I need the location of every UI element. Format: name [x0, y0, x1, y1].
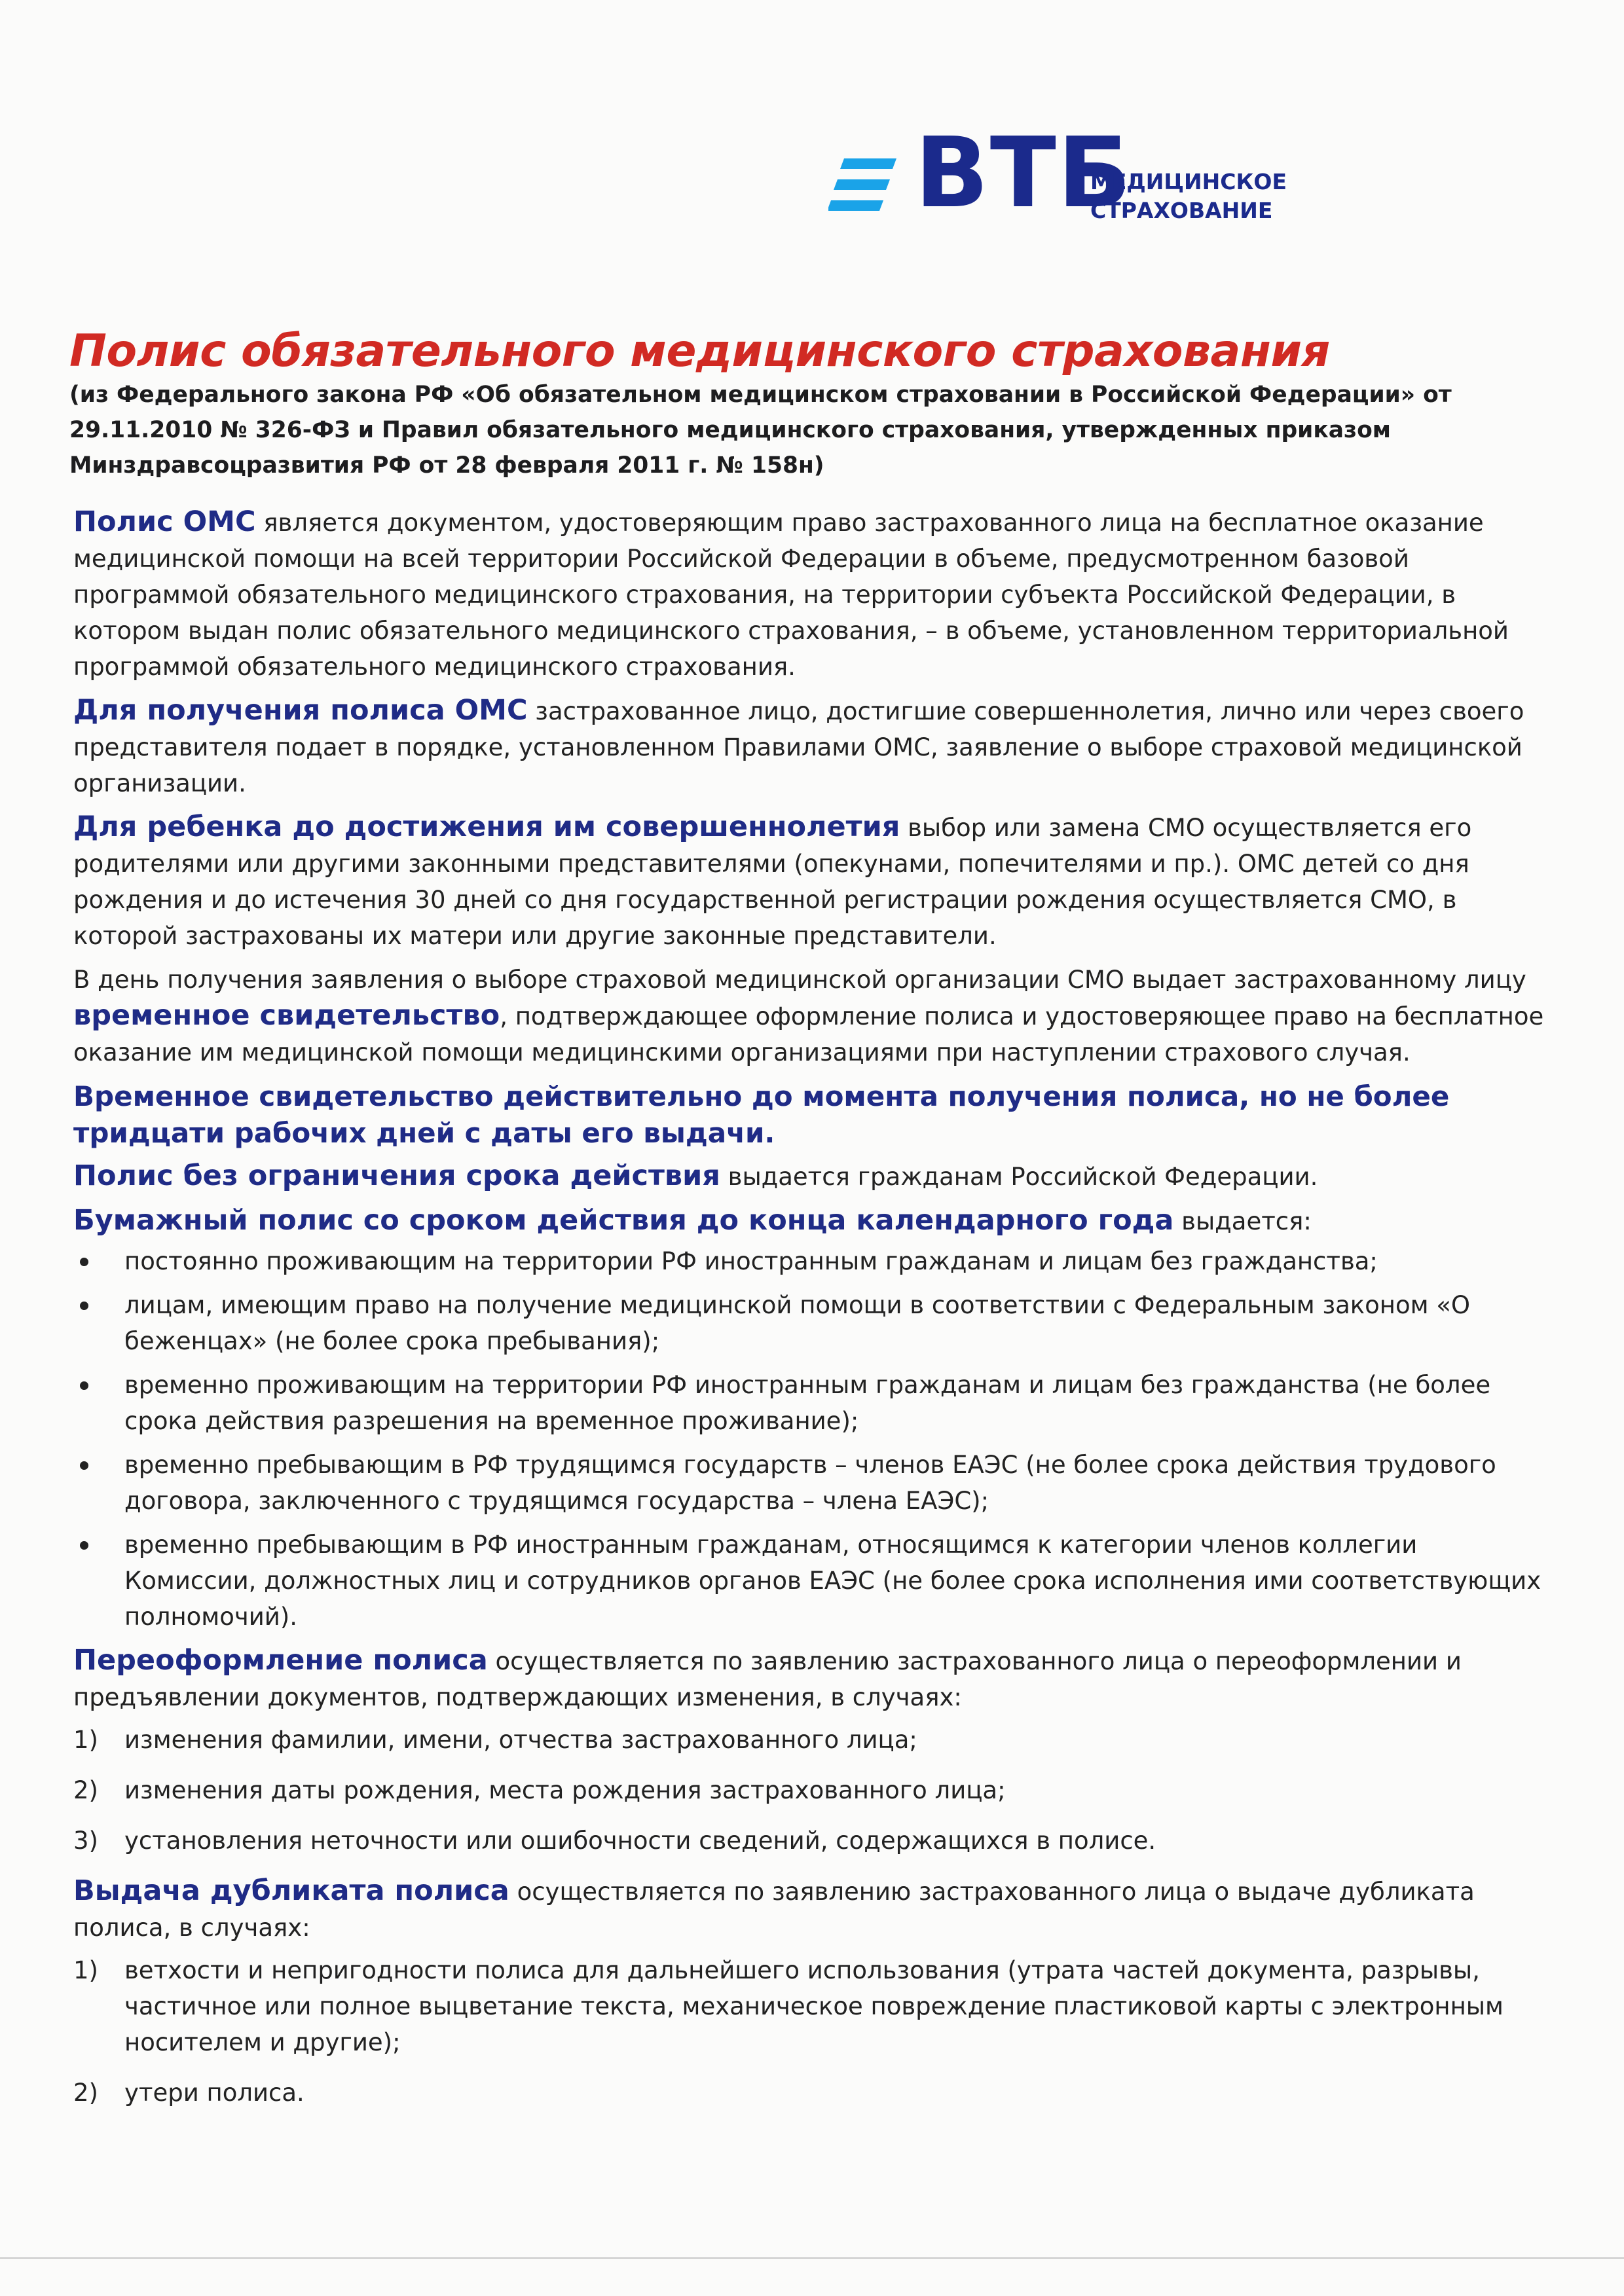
paragraph-paper-polis	[73, 1203, 1555, 1239]
list-item-text: временно пребывающим в РФ трудящимся государств – членов ЕАЭС (не более срока действия трудового договора, заключенного с трудящимся государства – члена ЕАЭС);	[124, 1451, 1496, 1515]
paragraph-lead: Бумажный полис со сроком действия до конца календарного года	[73, 1204, 1174, 1237]
paragraph-temporary-certificate	[73, 962, 1555, 1070]
document-body	[73, 504, 1555, 2125]
paragraph-text: выбор или замена СМО осуществляется его родителями или другими законными представителями (опекунами, попечителями и пр.). ОМС детей со дня рождения и до истечения 30 дней со дня государственной регистрации рождения осуществляется СМО, в которой застрахованы их матери или другие законные представители.	[73, 814, 1472, 950]
paragraph-duplicate	[73, 1873, 1555, 1946]
list-item-text: утери полиса.	[124, 2079, 304, 2107]
bullet-icon	[80, 1461, 88, 1470]
paragraph-lead: Полис ОМС	[73, 505, 256, 538]
list-item	[73, 1367, 1555, 1439]
list-item-text: временно проживающим на территории РФ иностранным гражданам и лицам без гражданства (не более срока действия разрешения на временное проживание);	[124, 1371, 1491, 1435]
list-item	[73, 1823, 1555, 1859]
list-item-text: постоянно проживающим на территории РФ иностранным гражданам и лицам без гражданства;	[124, 1247, 1378, 1275]
list-item-text: установления неточности или ошибочности сведений, содержащихся в полисе.	[124, 1827, 1156, 1855]
list-item	[73, 1772, 1555, 1808]
bullet-icon	[80, 1541, 88, 1550]
paragraph-lead: Выдача дубликата полиса	[73, 1874, 509, 1907]
paragraph-obtaining	[73, 693, 1555, 801]
paragraph-text: выдается гражданам Российской Федерации.	[720, 1163, 1318, 1191]
list-item-text: изменения фамилии, имени, отчества застрахованного лица;	[124, 1726, 917, 1754]
bullet-icon	[80, 1258, 88, 1266]
paragraph-polis-oms	[73, 504, 1555, 685]
list-item	[73, 2075, 1555, 2111]
page-title: Полис обязательного медицинского страхования	[69, 325, 1330, 377]
paragraph-lead: Переоформление полиса	[73, 1644, 488, 1677]
list-item	[73, 1243, 1555, 1279]
stripes-icon	[828, 151, 900, 223]
paragraph-validity-notice: Временное свидетельство действительно до момента получения полиса, но не более тридцати рабочих дней с даты его выдачи.	[73, 1080, 1450, 1149]
list-item-text: временно пребывающим в РФ иностранным гражданам, относящимся к категории членов коллегии Комиссии, должностных лиц и сотрудников органов ЕАЭС (не более срока исполнения ими соответствующих полномочий).	[124, 1531, 1541, 1631]
paragraph-child	[73, 809, 1555, 954]
logo-subtitle	[1090, 168, 1300, 225]
paragraph-reissue	[73, 1643, 1555, 1715]
list-item-number: 2)	[73, 2079, 98, 2107]
list-item	[73, 1527, 1555, 1635]
list-item-text: изменения даты рождения, места рождения застрахованного лица;	[124, 1776, 1006, 1804]
paragraph-unlimited-polis	[73, 1158, 1555, 1195]
list-item-text: ветхости и непригодности полиса для дальнейшего использования (утрата частей документа, разрывы, частичное или полное выцветание текста, механическое повреждение пластиковой карты с электронным носителем и другие);	[124, 1956, 1504, 2056]
footer-divider	[0, 2257, 1624, 2259]
paragraph-text: застрахованное лицо, достигшие совершеннолетия, лично или через своего представителя подает в порядке, установленном Правилами ОМС, заявление о выборе страховой медицинской организации.	[73, 697, 1524, 797]
paragraph-text: , подтверждающее оформление полиса и удостоверяющее право на бесплатное оказание им медицинской помощи медицинскими организациями при наступлении страхового случая.	[73, 1002, 1544, 1066]
list-item-number: 3)	[73, 1827, 98, 1855]
paragraph-text: осуществляется по заявлению застрахованного лица о переоформлении и предъявлении документов, подтверждающих изменения, в случаях:	[73, 1647, 1462, 1711]
duplicate-list	[73, 1952, 1555, 2111]
reissue-list	[73, 1722, 1555, 1859]
list-item	[73, 1447, 1555, 1519]
bullet-icon	[80, 1302, 88, 1310]
list-item	[73, 1287, 1555, 1359]
paragraph-text: является документом, удостоверяющим право застрахованного лица на бесплатное оказание медицинской помощи на всей территории Российской Федерации в объеме, предусмотренном базовой программой обязательного медицинского страхования, на территории субъекта Российской Федерации, в котором выдан полис обязательного медицинского страхования, – в объеме, установленном территориальной программой обязательного медицинского страхования.	[73, 509, 1509, 681]
bullet-icon	[80, 1381, 88, 1390]
paragraph-lead: временное свидетельство	[73, 999, 500, 1032]
paragraph-text: В день получения заявления о выборе страховой медицинской организации СМО выдает застрахованному лицу	[73, 966, 1526, 994]
paper-polis-list	[73, 1243, 1555, 1635]
paragraph-text: выдается:	[1173, 1207, 1312, 1235]
paragraph-lead: Для получения полиса ОМС	[73, 694, 528, 727]
list-item-number: 2)	[73, 1776, 98, 1804]
logo-line-2: СТРАХОВАНИЕ	[1090, 198, 1273, 223]
list-item	[73, 1952, 1555, 2060]
list-item-number: 1)	[73, 1726, 98, 1754]
logo-line-1: МЕДИЦИНСКОЕ	[1090, 169, 1287, 194]
list-item-number: 1)	[73, 1956, 98, 1984]
page-subtitle: (из Федерального закона РФ «Об обязательном медицинском страховании в Российской Федерации» от 29.11.2010 № 326-ФЗ и Правил обязательного медицинского страхования, утвержденных приказом Минздравсоцразвития РФ от 28 февраля 2011 г. № 158н)	[69, 382, 1452, 479]
list-item-text: лицам, имеющим право на получение медицинской помощи в соответствии с Федеральным законом «О беженцах» (не более срока пребывания);	[124, 1291, 1471, 1355]
paragraph-text: осуществляется по заявлению застрахованного лица о выдаче дубликата полиса, в случаях:	[73, 1878, 1475, 1942]
paragraph-lead: Для ребенка до достижения им совершеннолетия	[73, 811, 900, 843]
logo-brand: ВТБ	[915, 117, 1133, 229]
list-item	[73, 1722, 1555, 1758]
paragraph-lead: Полис без ограничения срока действия	[73, 1159, 720, 1192]
